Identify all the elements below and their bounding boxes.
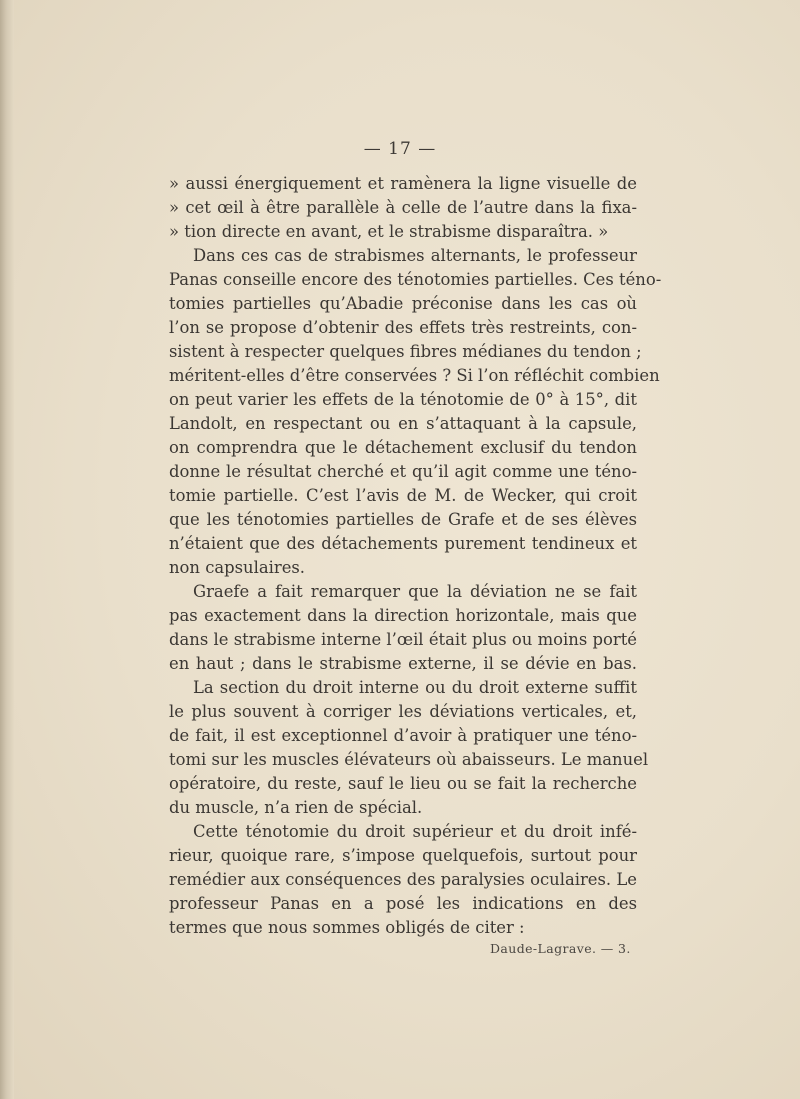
body-text bbox=[169, 172, 662, 940]
text-line: termes que nous sommes obligés de citer : bbox=[169, 918, 525, 937]
page-number: — 17 — bbox=[363, 139, 437, 159]
text-line: non capsulaires. bbox=[169, 558, 306, 577]
text-line: tomies partielles qu’Abadie préconise dans les cas où bbox=[169, 294, 637, 313]
text-line: La section du droit interne ou du droit externe suffit bbox=[193, 678, 637, 697]
text-line: tomi sur les muscles élévateurs où abaisseurs. Le manuel bbox=[169, 750, 649, 769]
text-line: du muscle, n’a rien de spécial. bbox=[169, 798, 423, 817]
text-line: l’on se propose d’obtenir des effets très restreints, con- bbox=[169, 318, 637, 337]
text-line: Panas conseille encore des ténotomies partielles. Ces téno- bbox=[169, 270, 662, 289]
text-line: tomie partielle. C’est l’avis de M. de Wecker, qui croit bbox=[169, 486, 637, 505]
text-line: on comprendra que le détachement exclusif du tendon bbox=[169, 438, 637, 457]
text-line: » cet œil à être parallèle à celle de l’autre dans la fixa- bbox=[169, 198, 637, 217]
text-line: pas exactement dans la direction horizontale, mais que bbox=[169, 606, 637, 625]
text-line: sistent à respecter quelques fibres médianes du tendon ; bbox=[169, 342, 642, 361]
text-line: en haut ; dans le strabisme externe, il se dévie en bas. bbox=[169, 654, 637, 673]
text-line: Graefe a fait remarquer que la déviation ne se fait bbox=[193, 582, 637, 601]
page-spine-shadow bbox=[0, 0, 14, 1099]
text-line: donne le résultat cherché et qu’il agit comme une téno- bbox=[169, 462, 637, 481]
text-line: que les ténotomies partielles de Grafe et de ses élèves bbox=[169, 510, 637, 529]
text-line: Cette ténotomie du droit supérieur et du droit infé- bbox=[193, 822, 637, 841]
text-line: n’étaient que des détachements purement tendineux et bbox=[169, 534, 637, 553]
text-line: Landolt, en respectant ou en s’attaquant à la capsule, bbox=[169, 414, 637, 433]
text-line: méritent-elles d’être conservées ? Si l’on réfléchit combien bbox=[169, 366, 660, 385]
text-line: dans le strabisme interne l’œil était plus ou moins porté bbox=[169, 630, 637, 649]
text-line: de fait, il est exceptionnel d’avoir à pratiquer une téno- bbox=[169, 726, 637, 745]
text-line: professeur Panas en a posé les indications en des bbox=[169, 894, 637, 913]
text-line: Dans ces cas de strabismes alternants, le professeur bbox=[193, 246, 637, 265]
signature-mark: Daude-Lagrave. — 3. bbox=[490, 941, 631, 956]
text-line: opératoire, du reste, sauf le lieu ou se fait la recherche bbox=[169, 774, 637, 793]
text-line: » aussi énergiquement et ramènera la ligne visuelle de bbox=[169, 174, 637, 193]
text-line: on peut varier les effets de la ténotomie de 0° à 15°, dit bbox=[169, 390, 637, 409]
text-line: » tion directe en avant, et le strabisme disparaîtra. » bbox=[169, 222, 609, 241]
text-line: le plus souvent à corriger les déviations verticales, et, bbox=[169, 702, 637, 721]
text-line: rieur, quoique rare, s’impose quelquefois, surtout pour bbox=[169, 846, 637, 865]
text-line: remédier aux conséquences des paralysies oculaires. Le bbox=[169, 870, 637, 889]
